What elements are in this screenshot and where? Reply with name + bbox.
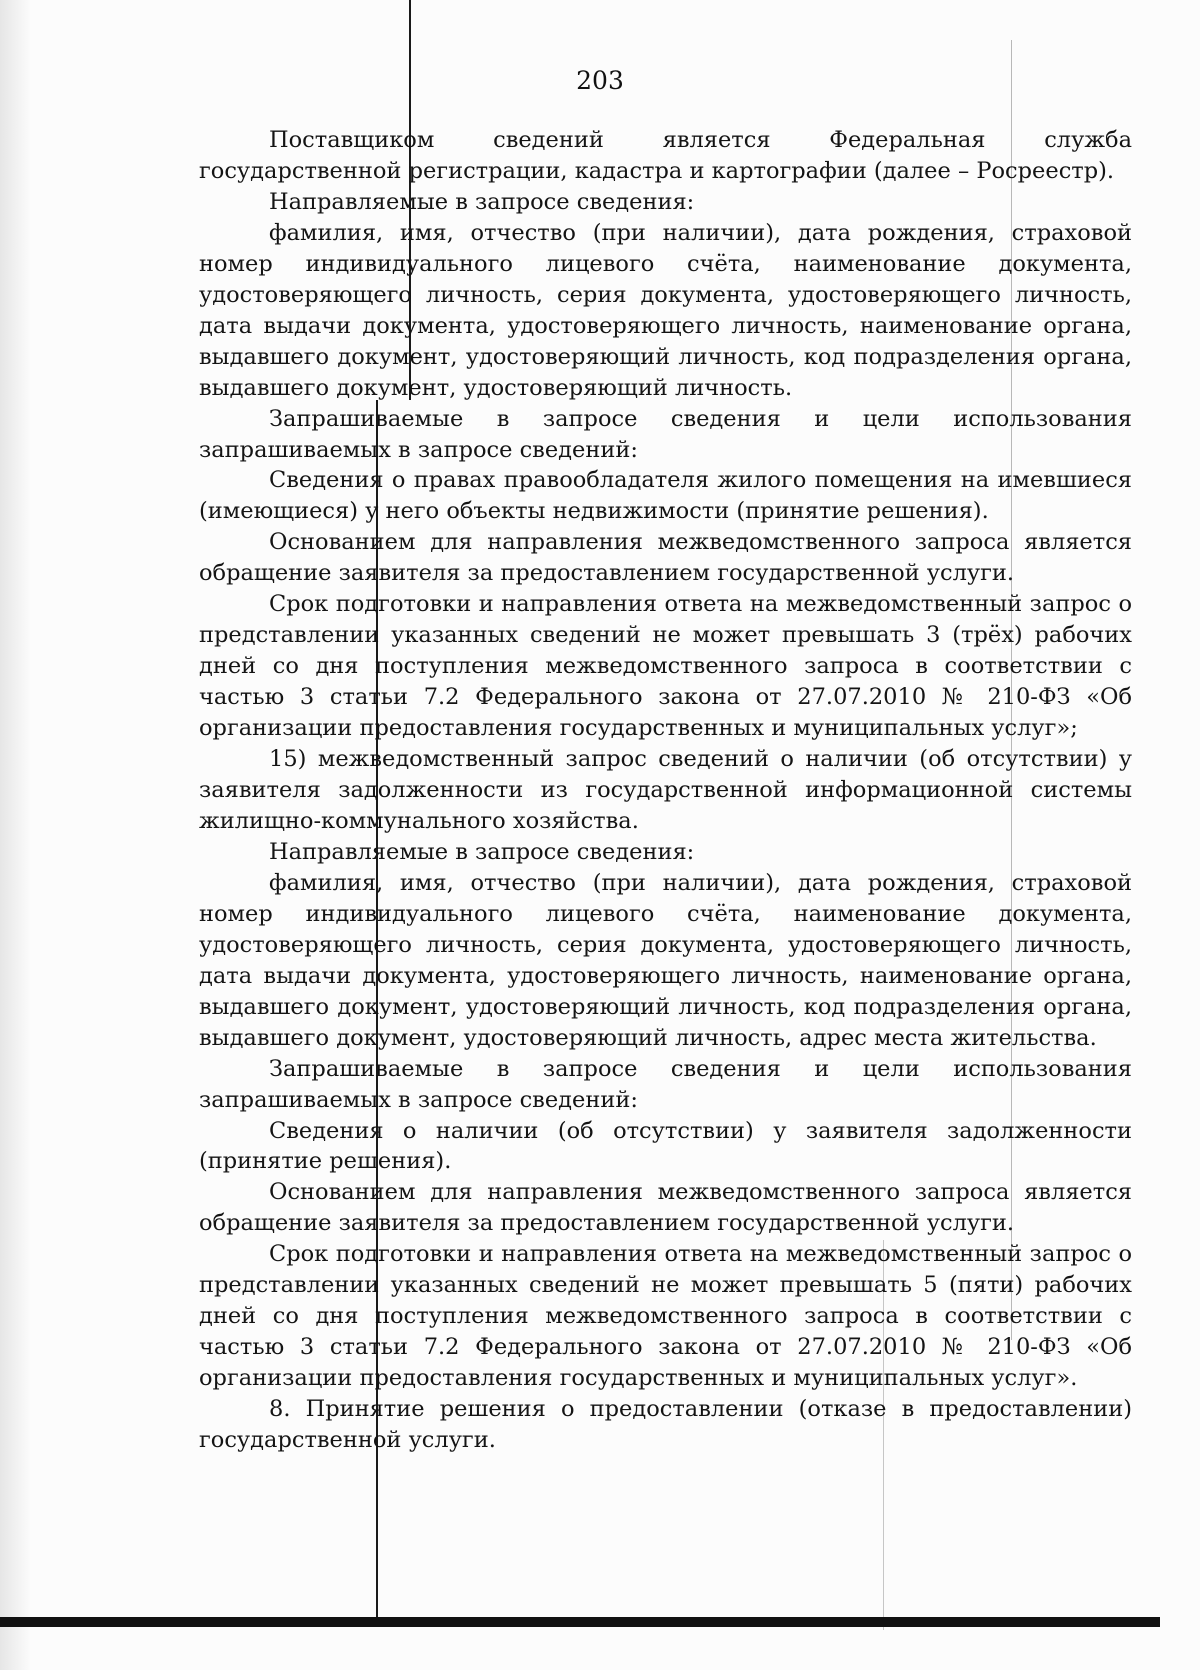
paragraph: Основанием для направления межведомственного запроса является обращение заявителя за предоставлением государственной услуги. bbox=[199, 1179, 1132, 1237]
paragraph: 15) межведомственный запрос сведений о наличии (об отсутствии) у заявителя задолженности из государственной информационной системы жилищно-коммунального хозяйства. bbox=[199, 746, 1132, 834]
paragraph: фамилия, имя, отчество (при наличии), дата рождения, страховой номер индивидуального лицевого счёта, наименование документа, удостоверяющего личность, серия документа, удостоверяющего личность, дата выдачи документа, удостоверяющего личность, наименование органа, выдавшего документ, удостоверяющий личность, код подразделения органа, выдавшего документ, удостоверяющий личность. bbox=[199, 219, 1132, 401]
paragraph: Сведения о правах правообладателя жилого помещения на имевшиеся (имеющиеся) у него объекты недвижимости (принятие решения). bbox=[199, 467, 1132, 525]
paragraph: Поставщиком сведений является Федеральная служба государственной регистрации, кадастра и картографии (далее – Росреестр). bbox=[199, 127, 1132, 184]
paragraph: Направляемые в запросе сведения: bbox=[269, 838, 695, 865]
paragraph: Сведения о наличии (об отсутствии) у заявителя задолженности (принятие решения). bbox=[199, 1117, 1132, 1175]
page-bottom-border bbox=[0, 1617, 1160, 1627]
scan-shadow bbox=[0, 0, 30, 1670]
paragraph: фамилия, имя, отчество (при наличии), дата рождения, страховой номер индивидуального лицевого счёта, наименование документа, удостоверяющего личность, серия документа, удостоверяющего личность, дата выдачи документа, удостоверяющего личность, наименование органа, выдавшего документ, удостоверяющий личность, код подразделения органа, выдавшего документ, удостоверяющий личность, адрес места жительства. bbox=[199, 869, 1132, 1051]
document-body bbox=[199, 125, 1132, 1456]
paragraph: 8. Принятие решения о предоставлении (отказе в предоставлении) государственной услуги. bbox=[199, 1396, 1132, 1454]
page-number: 203 bbox=[576, 66, 624, 95]
paragraph: Запрашиваемые в запросе сведения и цели использования запрашиваемых в запросе сведений: bbox=[199, 1055, 1132, 1113]
paragraph: Срок подготовки и направления ответа на межведомственный запрос о представлении указанных сведений не может превышать 3 (трёх) рабочих дней со дня поступления межведомственного запроса в соответствии с частью 3 статьи 7.2 Федерального закона от 27.07.2010 № 210-ФЗ «Об организации предоставления государственных и муниципальных услуг»; bbox=[199, 591, 1132, 742]
paragraph: Направляемые в запросе сведения: bbox=[269, 188, 695, 215]
paragraph: Запрашиваемые в запросе сведения и цели использования запрашиваемых в запросе сведений: bbox=[199, 405, 1132, 463]
paragraph: Основанием для направления межведомственного запроса является обращение заявителя за предоставлением государственной услуги. bbox=[199, 529, 1132, 587]
paragraph: Срок подготовки и направления ответа на межведомственный запрос о представлении указанных сведений не может превышать 5 (пяти) рабочих дней со дня поступления межведомственного запроса в соответствии с частью 3 статьи 7.2 Федерального закона от 27.07.2010 № 210-ФЗ «Об организации предоставления государственных и муниципальных услуг». bbox=[199, 1241, 1132, 1392]
